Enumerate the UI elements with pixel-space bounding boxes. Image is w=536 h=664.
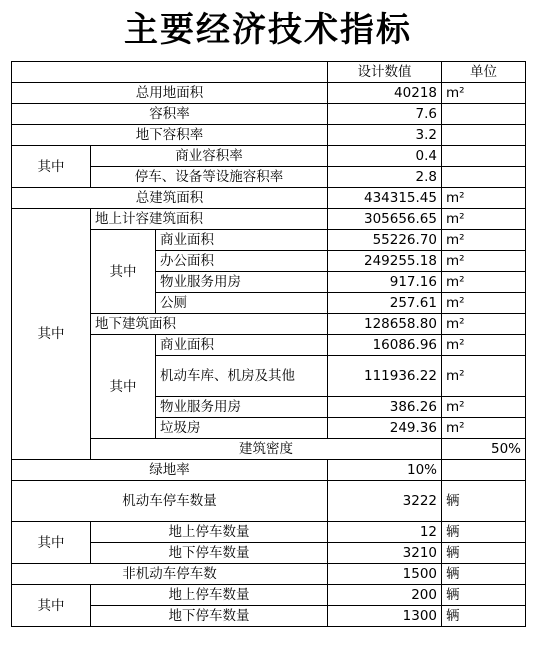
row-unit: m² bbox=[442, 230, 526, 251]
table-row bbox=[12, 146, 526, 167]
row-value: 40218 bbox=[328, 83, 442, 104]
group-label: 其中 bbox=[12, 585, 91, 627]
group-label: 其中 bbox=[12, 209, 91, 460]
row-unit bbox=[442, 104, 526, 125]
row-value: 111936.22 bbox=[328, 356, 442, 397]
row-label: 机动车停车数量 bbox=[12, 481, 328, 522]
row-unit: m² bbox=[442, 188, 526, 209]
row-value: 3210 bbox=[328, 543, 442, 564]
row-unit: m² bbox=[442, 335, 526, 356]
row-value: 12 bbox=[328, 522, 442, 543]
row-value: 200 bbox=[328, 585, 442, 606]
row-label: 机动车库、机房及其他 bbox=[156, 356, 328, 397]
row-label: 停车、设备等设施容积率 bbox=[91, 167, 328, 188]
row-label: 容积率 bbox=[12, 104, 328, 125]
row-label: 地上停车数量 bbox=[91, 585, 328, 606]
group-label: 其中 bbox=[12, 146, 91, 188]
table-row bbox=[12, 188, 526, 209]
row-label: 商业面积 bbox=[156, 335, 328, 356]
table-row bbox=[12, 585, 526, 606]
row-label: 公厕 bbox=[156, 293, 328, 314]
row-value: 50% bbox=[442, 439, 526, 460]
row-label: 地下停车数量 bbox=[91, 606, 328, 627]
row-unit: m² bbox=[442, 209, 526, 230]
row-unit: 辆 bbox=[442, 522, 526, 543]
row-unit: m² bbox=[442, 418, 526, 439]
table-row bbox=[12, 104, 526, 125]
row-label: 地下建筑面积 bbox=[91, 314, 328, 335]
page-title: 主要经济技术指标 bbox=[124, 10, 412, 50]
row-unit bbox=[442, 460, 526, 481]
row-unit: m² bbox=[442, 356, 526, 397]
row-unit: m² bbox=[442, 314, 526, 335]
row-value: 128658.80 bbox=[328, 314, 442, 335]
row-value: 16086.96 bbox=[328, 335, 442, 356]
row-value: 1500 bbox=[328, 564, 442, 585]
row-value: 10% bbox=[328, 460, 442, 481]
header-row bbox=[12, 62, 526, 83]
row-label: 地上停车数量 bbox=[91, 522, 328, 543]
row-unit: m² bbox=[442, 83, 526, 104]
row-unit: m² bbox=[442, 272, 526, 293]
table-row bbox=[12, 83, 526, 104]
row-label: 总建筑面积 bbox=[12, 188, 328, 209]
row-unit: m² bbox=[442, 397, 526, 418]
group-label: 其中 bbox=[91, 230, 156, 314]
row-value: 1300 bbox=[328, 606, 442, 627]
row-label: 物业服务用房 bbox=[156, 272, 328, 293]
row-value: 2.8 bbox=[328, 167, 442, 188]
indicator-table bbox=[11, 61, 526, 627]
table-row bbox=[12, 209, 526, 230]
row-label: 非机动车停车数 bbox=[12, 564, 328, 585]
row-label: 垃圾房 bbox=[156, 418, 328, 439]
row-value: 434315.45 bbox=[328, 188, 442, 209]
row-unit: m² bbox=[442, 293, 526, 314]
row-value: 7.6 bbox=[328, 104, 442, 125]
row-label: 商业面积 bbox=[156, 230, 328, 251]
row-unit: 辆 bbox=[442, 585, 526, 606]
table-row bbox=[12, 481, 526, 522]
row-label: 建筑密度 bbox=[91, 439, 442, 460]
header-value: 设计数值 bbox=[328, 62, 442, 83]
row-unit bbox=[442, 167, 526, 188]
row-value: 3.2 bbox=[328, 125, 442, 146]
row-unit: m² bbox=[442, 251, 526, 272]
row-value: 257.61 bbox=[328, 293, 442, 314]
row-label: 地下容积率 bbox=[12, 125, 328, 146]
row-label: 物业服务用房 bbox=[156, 397, 328, 418]
row-value: 305656.65 bbox=[328, 209, 442, 230]
table-row bbox=[12, 564, 526, 585]
row-value: 3222 bbox=[328, 481, 442, 522]
table-row bbox=[12, 125, 526, 146]
row-label: 办公面积 bbox=[156, 251, 328, 272]
row-value: 55226.70 bbox=[328, 230, 442, 251]
row-label: 地下停车数量 bbox=[91, 543, 328, 564]
row-label: 地上计容建筑面积 bbox=[91, 209, 328, 230]
row-value: 0.4 bbox=[328, 146, 442, 167]
group-label: 其中 bbox=[91, 335, 156, 439]
row-value: 249.36 bbox=[328, 418, 442, 439]
row-unit: 辆 bbox=[442, 543, 526, 564]
row-unit bbox=[442, 146, 526, 167]
row-label: 绿地率 bbox=[12, 460, 328, 481]
row-unit: 辆 bbox=[442, 606, 526, 627]
row-value: 917.16 bbox=[328, 272, 442, 293]
row-unit bbox=[442, 125, 526, 146]
row-value: 386.26 bbox=[328, 397, 442, 418]
row-label: 总用地面积 bbox=[12, 83, 328, 104]
table-row bbox=[12, 460, 526, 481]
header-unit: 单位 bbox=[442, 62, 526, 83]
row-value: 249255.18 bbox=[328, 251, 442, 272]
row-label: 商业容积率 bbox=[91, 146, 328, 167]
header-blank-cell bbox=[12, 62, 328, 83]
group-label: 其中 bbox=[12, 522, 91, 564]
row-unit: 辆 bbox=[442, 481, 526, 522]
row-unit: 辆 bbox=[442, 564, 526, 585]
table-row bbox=[12, 522, 526, 543]
